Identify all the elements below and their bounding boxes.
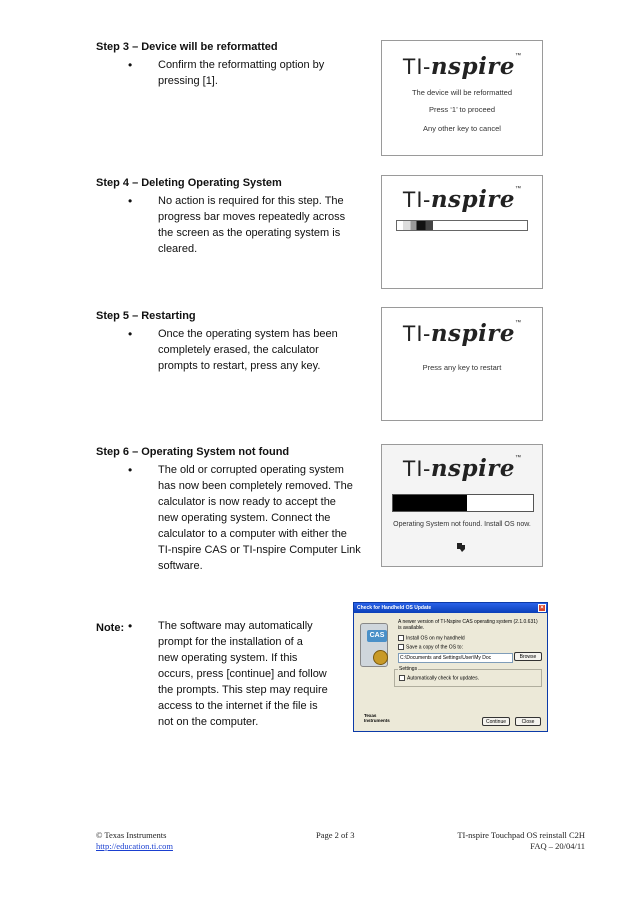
step-4-bullets (124, 193, 345, 257)
settings-label: Settings (399, 666, 418, 672)
step-5-title: Step 5 – Restarting (96, 310, 196, 322)
ti-nspire-logo: TI-nspire™ (402, 53, 522, 80)
faq-date: FAQ – 20/04/11 (530, 841, 585, 851)
cas-handheld-icon (360, 623, 388, 667)
install-checkbox[interactable] (398, 635, 404, 641)
footer-left (96, 830, 173, 852)
footer-right (457, 830, 585, 852)
save-checkbox[interactable] (398, 644, 404, 650)
bullet-item: • Once the operating system has been completely erased, the calculator prompts to restart, press any key. (124, 326, 338, 374)
browse-button[interactable]: Browse (514, 652, 542, 661)
auto-check-checkbox[interactable] (399, 675, 405, 681)
education-link[interactable]: http://education.ti.com (96, 841, 173, 851)
os-not-found-message: Operating System not found. Install OS now. (393, 521, 531, 528)
proceed-message: Press ‘1’ to proceed (428, 105, 495, 114)
os-progress-fill (393, 495, 467, 511)
note-bullets (124, 618, 328, 730)
save-checkbox-row[interactable]: Save a copy of the OS to: (398, 644, 463, 650)
deleting-screen (381, 175, 543, 289)
ti-brand-logo (364, 713, 390, 723)
page-number: Page 2 of 3 (316, 830, 355, 840)
step-4-title: Step 4 – Deleting Operating System (96, 177, 282, 189)
os-not-found-screen (381, 444, 543, 567)
ti-brand-line1: Texas (364, 713, 377, 718)
ti-nspire-logo: TI-nspire™ (402, 455, 522, 482)
close-button[interactable]: Close (515, 717, 541, 726)
ti-nspire-logo: TI-nspire™ (402, 320, 522, 347)
path-input[interactable]: C:\Documents and Settings\User\My Doc (398, 653, 513, 663)
restart-screen (381, 307, 543, 421)
continue-button[interactable]: Continue (482, 717, 510, 726)
dialog-message: A newer version of TI-Nspire CAS operating system (2.1.0.631) is available. (398, 619, 538, 631)
step-6-title: Step 6 – Operating System not found (96, 446, 290, 458)
doc-title: TI-nspire Touchpad OS reinstall C2H (457, 830, 585, 840)
reformat-message: The device will be reformatted (411, 88, 513, 97)
ti-brand-line2: Instruments (364, 718, 390, 723)
install-checkbox-row[interactable]: Install OS on my handheld (398, 635, 465, 641)
dialog-title: Check for Handheld OS Update (357, 605, 432, 611)
cancel-message: Any other key to cancel (423, 124, 501, 133)
step-3-title: Step 3 – Device will be reformatted (96, 41, 278, 53)
copyright: © Texas Instruments (96, 830, 167, 840)
os-update-dialog (353, 602, 548, 732)
ti-logo-icon (455, 540, 467, 552)
step-5-bullets (124, 326, 338, 374)
os-progress-bar (392, 494, 534, 512)
close-icon[interactable]: × (538, 604, 546, 612)
step-6-bullets (124, 462, 361, 574)
progress-segments (403, 221, 433, 230)
cas-badge: CAS (367, 630, 387, 642)
note-title: Note: (96, 622, 125, 634)
restart-message: Press any key to restart (422, 363, 502, 372)
bullet-item: • The software may automatically prompt for the installation of a new operating system. If this occurs, press [continue] and follow the prompts. This step may require access to the internet if the file is not on the computer. (124, 618, 328, 730)
bullet-item: • No action is required for this step. The progress bar moves repeatedly across the screen as the operating system is cleared. (124, 193, 345, 257)
reformat-screen (381, 40, 543, 156)
ti-nspire-logo: TI-nspire™ (402, 186, 522, 213)
auto-check-row[interactable]: Automatically check for updates. (399, 675, 479, 681)
bullet-item: • Confirm the reformatting option by pressing [1]. (124, 57, 324, 89)
dialog-title-bar (354, 603, 547, 613)
settings-group (394, 666, 542, 687)
step-3-bullets (124, 57, 324, 89)
disc-icon (373, 650, 388, 665)
deleting-progress-bar (396, 220, 528, 231)
bullet-item: • The old or corrupted operating system has now been completely removed. The calculator is now ready to accept the new operating system. Connect the calculator to a computer with either the TI-nspire CAS or TI-nspire Computer Link software. (124, 462, 361, 574)
